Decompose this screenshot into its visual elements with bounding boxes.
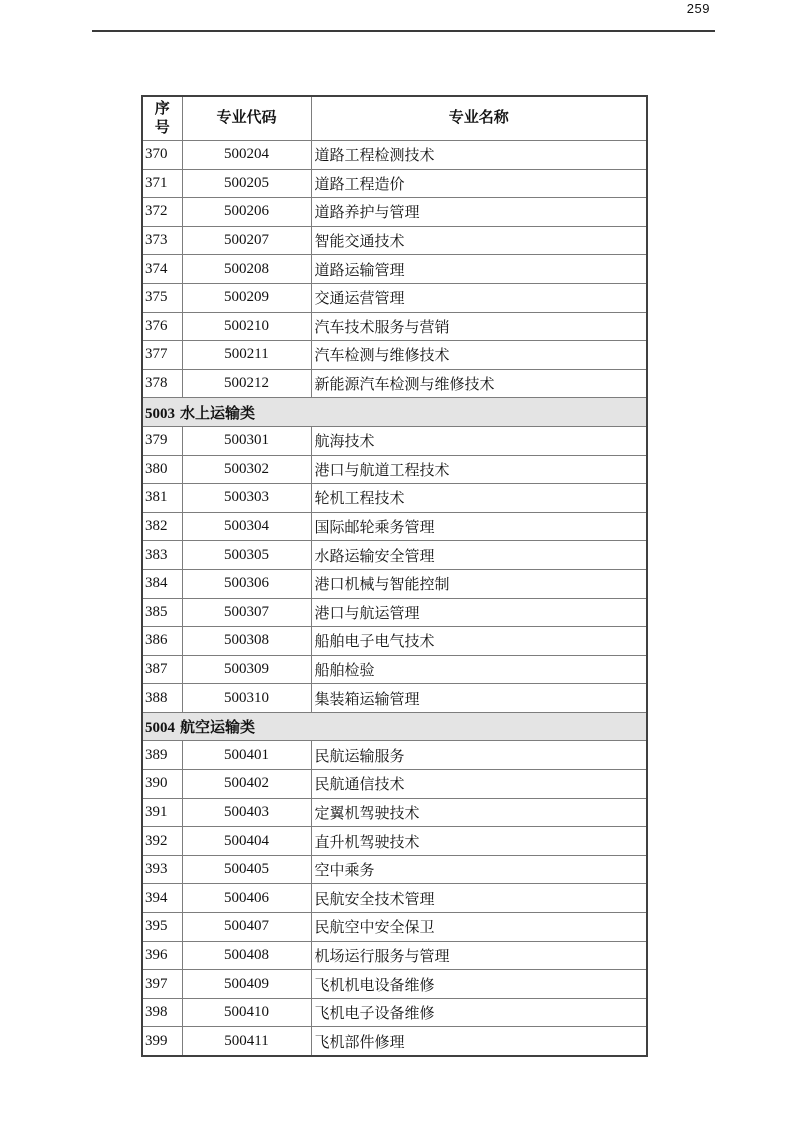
row-serial: 388 <box>142 684 182 713</box>
row-major-name: 轮机工程技术 <box>311 484 647 513</box>
row-serial: 386 <box>142 627 182 656</box>
row-major-code: 500310 <box>182 684 311 713</box>
row-major-name: 空中乘务 <box>311 855 647 884</box>
table-row <box>142 998 647 1027</box>
row-major-name: 飞机机电设备维修 <box>311 970 647 999</box>
table-row <box>142 169 647 198</box>
row-serial: 397 <box>142 970 182 999</box>
row-major-code: 500306 <box>182 569 311 598</box>
row-major-code: 500208 <box>182 255 311 284</box>
row-major-code: 500205 <box>182 169 311 198</box>
table-row <box>142 913 647 942</box>
row-major-name: 汽车技术服务与营销 <box>311 312 647 341</box>
row-major-code: 500407 <box>182 913 311 942</box>
row-serial: 380 <box>142 455 182 484</box>
table-row <box>142 855 647 884</box>
row-serial: 378 <box>142 369 182 398</box>
row-major-name: 船舶电子电气技术 <box>311 627 647 656</box>
table-row <box>142 341 647 370</box>
row-major-code: 500210 <box>182 312 311 341</box>
column-header-serial <box>142 96 182 141</box>
table-row <box>142 1027 647 1056</box>
row-major-code: 500309 <box>182 655 311 684</box>
row-major-name: 水路运输安全管理 <box>311 541 647 570</box>
table-row <box>142 684 647 713</box>
row-major-name: 道路工程检测技术 <box>311 141 647 170</box>
section-row <box>142 712 647 741</box>
row-major-name: 飞机电子设备维修 <box>311 998 647 1027</box>
row-major-name: 民航安全技术管理 <box>311 884 647 913</box>
row-major-code: 500403 <box>182 798 311 827</box>
row-major-name: 港口与航道工程技术 <box>311 455 647 484</box>
table-row <box>142 884 647 913</box>
row-serial: 385 <box>142 598 182 627</box>
table-row <box>142 798 647 827</box>
row-major-name: 船舶检验 <box>311 655 647 684</box>
header-row <box>142 96 647 141</box>
row-serial: 381 <box>142 484 182 513</box>
row-serial: 387 <box>142 655 182 684</box>
row-serial: 370 <box>142 141 182 170</box>
row-serial: 377 <box>142 341 182 370</box>
row-major-name: 航海技术 <box>311 426 647 455</box>
table-row <box>142 827 647 856</box>
table-row <box>142 484 647 513</box>
section-title: 航空运输类 <box>180 719 256 737</box>
table-row <box>142 198 647 227</box>
row-major-name: 道路工程造价 <box>311 169 647 198</box>
table-row <box>142 226 647 255</box>
row-major-name: 交通运营管理 <box>311 283 647 312</box>
row-major-name: 飞机部件修理 <box>311 1027 647 1056</box>
table-row <box>142 512 647 541</box>
row-major-name: 机场运行服务与管理 <box>311 941 647 970</box>
table-row <box>142 627 647 656</box>
row-serial: 391 <box>142 798 182 827</box>
row-major-code: 500409 <box>182 970 311 999</box>
majors-table <box>141 95 648 1057</box>
header-rule <box>92 30 715 32</box>
row-major-code: 500211 <box>182 341 311 370</box>
row-major-code: 500405 <box>182 855 311 884</box>
column-header-code: 专业代码 <box>182 96 311 141</box>
table-row <box>142 141 647 170</box>
row-major-code: 500206 <box>182 198 311 227</box>
row-major-name: 新能源汽车检测与维修技术 <box>311 369 647 398</box>
table-row <box>142 283 647 312</box>
row-major-name: 国际邮轮乘务管理 <box>311 512 647 541</box>
table-body <box>142 141 647 1057</box>
table-row <box>142 541 647 570</box>
row-major-code: 500410 <box>182 998 311 1027</box>
row-serial: 382 <box>142 512 182 541</box>
row-major-name: 民航运输服务 <box>311 741 647 770</box>
section-title: 水上运输类 <box>180 404 256 422</box>
row-major-code: 500209 <box>182 283 311 312</box>
row-serial: 375 <box>142 283 182 312</box>
table-row <box>142 369 647 398</box>
row-serial: 371 <box>142 169 182 198</box>
section-code: 5004 <box>145 720 175 737</box>
row-serial: 396 <box>142 941 182 970</box>
row-serial: 395 <box>142 913 182 942</box>
row-major-name: 道路养护与管理 <box>311 198 647 227</box>
row-major-name: 集装箱运输管理 <box>311 684 647 713</box>
row-serial: 390 <box>142 770 182 799</box>
table-row <box>142 655 647 684</box>
page-number: 259 <box>686 1 710 16</box>
column-header-name: 专业名称 <box>311 96 647 141</box>
row-major-code: 500408 <box>182 941 311 970</box>
table-row <box>142 970 647 999</box>
row-serial: 379 <box>142 426 182 455</box>
row-major-code: 500307 <box>182 598 311 627</box>
row-serial: 374 <box>142 255 182 284</box>
row-major-code: 500411 <box>182 1027 311 1056</box>
row-major-name: 港口与航运管理 <box>311 598 647 627</box>
column-header-serial-line1: 序 <box>154 99 170 117</box>
row-major-code: 500304 <box>182 512 311 541</box>
column-header-serial-line2: 号 <box>154 118 170 136</box>
row-serial: 394 <box>142 884 182 913</box>
table-row <box>142 312 647 341</box>
row-major-code: 500404 <box>182 827 311 856</box>
table-row <box>142 941 647 970</box>
row-serial: 392 <box>142 827 182 856</box>
table-row <box>142 741 647 770</box>
row-major-code: 500212 <box>182 369 311 398</box>
row-serial: 389 <box>142 741 182 770</box>
row-serial: 372 <box>142 198 182 227</box>
row-major-code: 500301 <box>182 426 311 455</box>
row-major-code: 500406 <box>182 884 311 913</box>
row-major-code: 500402 <box>182 770 311 799</box>
row-major-code: 500207 <box>182 226 311 255</box>
table-row <box>142 770 647 799</box>
table-row <box>142 598 647 627</box>
row-serial: 398 <box>142 998 182 1027</box>
table-header <box>142 96 647 141</box>
table-row <box>142 455 647 484</box>
section-row <box>142 398 647 427</box>
section-code: 5003 <box>145 405 175 422</box>
section-label <box>142 398 647 427</box>
row-major-name: 智能交通技术 <box>311 226 647 255</box>
row-major-code: 500401 <box>182 741 311 770</box>
row-major-name: 直升机驾驶技术 <box>311 827 647 856</box>
row-major-code: 500204 <box>182 141 311 170</box>
row-major-code: 500302 <box>182 455 311 484</box>
row-serial: 376 <box>142 312 182 341</box>
table-row <box>142 255 647 284</box>
row-major-name: 汽车检测与维修技术 <box>311 341 647 370</box>
row-major-name: 民航空中安全保卫 <box>311 913 647 942</box>
row-major-name: 民航通信技术 <box>311 770 647 799</box>
row-serial: 393 <box>142 855 182 884</box>
row-major-code: 500308 <box>182 627 311 656</box>
row-major-name: 定翼机驾驶技术 <box>311 798 647 827</box>
table-row <box>142 426 647 455</box>
row-major-name: 道路运输管理 <box>311 255 647 284</box>
row-serial: 399 <box>142 1027 182 1056</box>
table-row <box>142 569 647 598</box>
row-serial: 383 <box>142 541 182 570</box>
row-major-code: 500303 <box>182 484 311 513</box>
row-major-code: 500305 <box>182 541 311 570</box>
section-label <box>142 712 647 741</box>
row-serial: 373 <box>142 226 182 255</box>
row-major-name: 港口机械与智能控制 <box>311 569 647 598</box>
row-serial: 384 <box>142 569 182 598</box>
